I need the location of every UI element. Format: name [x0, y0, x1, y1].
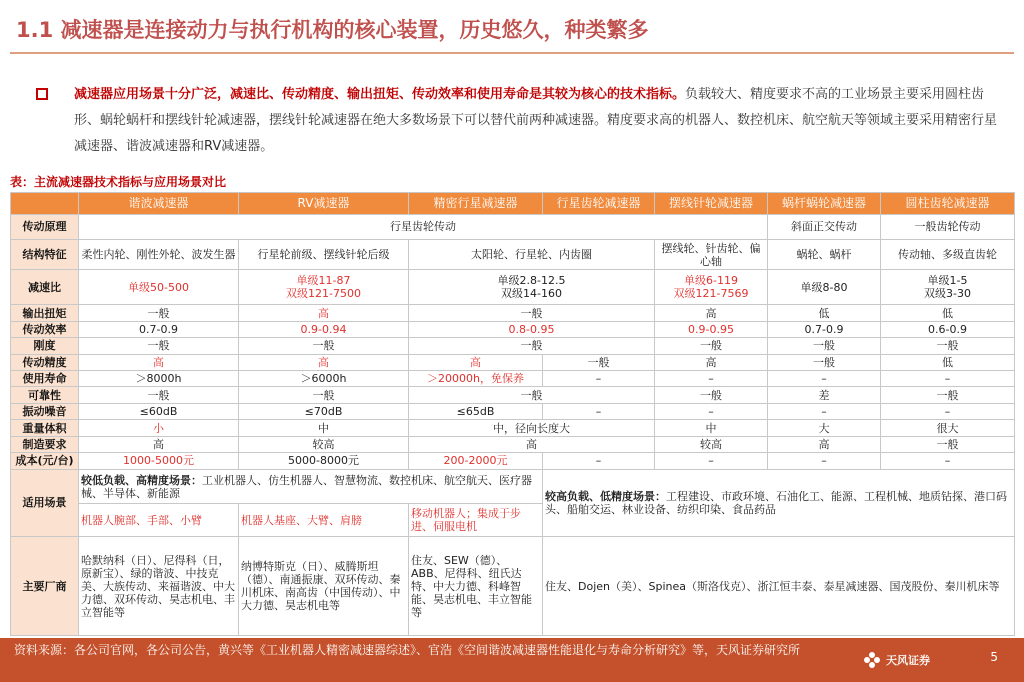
cell: 一般齿轮传动: [881, 215, 1015, 240]
cell: 0.9-0.95: [655, 321, 768, 337]
header-blank: [11, 193, 79, 215]
cell: 斜面正交传动: [768, 215, 881, 240]
cell: [543, 469, 1015, 537]
intro-body: 负载较大、精度要求不高的工业场景主要采用圆柱齿形、蜗轮蜗杆和摆线针轮减速器，摆线针轮减速器在绝大多数场景下可以替代前两种减速器。精度要求高的机器人、数控机床、航空航天等领域主要采用精密行星减速器、谐波减速器和RV减速器。: [74, 87, 998, 154]
cell: 单级8-80: [768, 270, 881, 305]
table-row: [11, 371, 1015, 387]
cell: 低: [768, 305, 881, 321]
row-label: 可靠性: [11, 387, 79, 403]
table-row: [11, 338, 1015, 354]
cell: –: [543, 453, 655, 469]
cell: 行星轮前级、摆线针轮后级: [239, 239, 409, 270]
cell: 住友、Dojen（美）、Spinea（斯洛伐克）、浙江恒丰泰、泰星减速器、国茂股份、秦川机床等: [543, 537, 1015, 636]
table-row: [11, 321, 1015, 337]
cell: 5000-8000元: [239, 453, 409, 469]
source-note: 资料来源：各公司官网，各公司公告，黄兴等《工业机器人精密减速器综述》、官浩《空间谐波减速器性能退化与寿命分析研究》等，天风证券研究所: [14, 643, 801, 657]
cell: 一般: [655, 387, 768, 403]
cell: [409, 270, 655, 305]
cell: 高: [79, 436, 239, 452]
cell: –: [543, 371, 655, 387]
table-header-row: [11, 193, 1015, 215]
cell: 一般: [881, 338, 1015, 354]
cell: 哈默纳科（日）、尼得科（日，原新宝）、绿的谐波、中技克美、大族传动、来福谐波、中大力德、双环传动、昊志机电、丰立智能等: [79, 537, 239, 636]
cell: 一般: [409, 387, 655, 403]
cell: 一般: [881, 387, 1015, 403]
cell: 低: [881, 354, 1015, 370]
page-number: 5: [990, 650, 998, 664]
cell: 200-2000元: [409, 453, 543, 469]
table-row: [11, 215, 1015, 240]
cell: –: [768, 453, 881, 469]
logo-flower-icon: [862, 650, 882, 670]
reducer-comparison-table: [10, 192, 1015, 636]
header-harmonic: 谐波减速器: [79, 193, 239, 215]
table-row: [11, 354, 1015, 370]
cell: 高: [409, 436, 655, 452]
cell: 移动机器人；集成于步进、伺服电机: [409, 504, 543, 537]
cell: 高: [768, 436, 881, 452]
header-worm: 蜗杆蜗轮减速器: [768, 193, 881, 215]
cell: 大: [768, 420, 881, 436]
cell: 0.6-0.9: [881, 321, 1015, 337]
cell-line: 双级3-30: [924, 287, 971, 301]
row-label: 振动噪音: [11, 403, 79, 419]
app-right-bold: 较高负载、低精度场景：: [545, 489, 666, 503]
table-row: [11, 420, 1015, 436]
row-label: 输出扭矩: [11, 305, 79, 321]
cell: 高: [239, 305, 409, 321]
cell: 高: [79, 354, 239, 370]
cell: ≤65dB: [409, 403, 543, 419]
cell: 一般: [768, 338, 881, 354]
cell: 一般: [768, 354, 881, 370]
cell: [881, 270, 1015, 305]
cell: 一般: [881, 436, 1015, 452]
cell: 行星齿轮传动: [79, 215, 768, 240]
cell: 小: [79, 420, 239, 436]
cell: 1000-5000元: [79, 453, 239, 469]
header-rv: RV减速器: [239, 193, 409, 215]
table-row: [11, 239, 1015, 270]
row-label: 结构特征: [11, 239, 79, 270]
cell: 柔性内轮、刚性外轮、波发生器: [79, 239, 239, 270]
cell: –: [768, 371, 881, 387]
cell: 一般: [409, 305, 655, 321]
table-row: [11, 403, 1015, 419]
bullet-square-icon: [36, 88, 48, 100]
cell: [79, 469, 543, 504]
cell: –: [543, 403, 655, 419]
row-label: 主要厂商: [11, 537, 79, 636]
cell: 一般: [79, 338, 239, 354]
footer-bar: [0, 638, 1024, 682]
header-precision-planetary: 精密行星减速器: [409, 193, 543, 215]
row-label: 成本(元/台): [11, 453, 79, 469]
cell: 较高: [239, 436, 409, 452]
logo-text: 天风证券: [886, 654, 930, 667]
cell: 机器人腕部、手部、小臂: [79, 504, 239, 537]
row-label: 减速比: [11, 270, 79, 305]
cell-line: 单级6-119: [684, 274, 738, 288]
cell: 蜗轮、蜗杆: [768, 239, 881, 270]
cell: –: [655, 453, 768, 469]
cell: 一般: [239, 387, 409, 403]
row-label: 刚度: [11, 338, 79, 354]
cell: –: [768, 403, 881, 419]
page-title: 1.1 减速器是连接动力与执行机构的核心装置，历史悠久，种类繁多: [16, 18, 649, 42]
cell: 纳博特斯克（日）、威腾斯坦（德）、南通振康、双环传动、秦川机床、南高齿（中国传动）、中大力德、昊志机电等: [239, 537, 409, 636]
cell: ≤60dB: [79, 403, 239, 419]
cell: 0.9-0.94: [239, 321, 409, 337]
cell-line: 双级121-7500: [286, 287, 361, 301]
intro-highlight: 减速器应用场景十分广泛，减速比、传动精度、输出扭矩、传动效率和使用寿命是其较为核心的技术指标。: [74, 87, 686, 102]
cell: ＞20000h，免保养: [409, 371, 543, 387]
intro-paragraph: [74, 82, 1004, 160]
cell: 差: [768, 387, 881, 403]
cell: 0.7-0.9: [768, 321, 881, 337]
header-cycloid: 摆线针轮减速器: [655, 193, 768, 215]
cell: 高: [655, 305, 768, 321]
cell: 很大: [881, 420, 1015, 436]
row-label: 重量体积: [11, 420, 79, 436]
cell: 一般: [239, 338, 409, 354]
cell: 高: [409, 354, 543, 370]
cell: 中，径向长度大: [409, 420, 655, 436]
table-row: [11, 387, 1015, 403]
table-row: [11, 305, 1015, 321]
cell: 低: [881, 305, 1015, 321]
cell: 中: [239, 420, 409, 436]
app-left-text: 工业机器人、仿生机器人、智慧物流、数控机床、航空航天、医疗器械、半导体、新能源: [81, 473, 532, 500]
table-row: [11, 436, 1015, 452]
cell: 中: [655, 420, 768, 436]
app-right-text: 工程建设、市政环境、石油化工、能源、工程机械、地质钻探、港口码头、船舶交运、林业设备、纺织印染、食品药品: [545, 489, 1007, 516]
cell: 较高: [655, 436, 768, 452]
cell: 机器人基座、大臂、肩膀: [239, 504, 409, 537]
cell: ≤70dB: [239, 403, 409, 419]
cell: 一般: [543, 354, 655, 370]
cell: 住友、SEW（德）、ABB、尼得科、纽氏达特、中大力德、科峰智能、昊志机电、丰立智能等: [409, 537, 543, 636]
cell: 0.8-0.95: [409, 321, 655, 337]
table-row: [11, 537, 1015, 636]
cell: –: [881, 403, 1015, 419]
cell: 传动轴、多级直齿轮: [881, 239, 1015, 270]
cell: 太阳轮、行星轮、内齿圈: [409, 239, 655, 270]
cell-line: 单级2.8-12.5: [497, 274, 566, 288]
table-row: [11, 270, 1015, 305]
cell: 一般: [79, 387, 239, 403]
cell-line: 单级11-87: [296, 274, 351, 288]
row-label: 使用寿命: [11, 371, 79, 387]
row-label: 传动效率: [11, 321, 79, 337]
table-row: [11, 453, 1015, 469]
cell-line: 双级121-7569: [673, 287, 749, 301]
cell: 一般: [655, 338, 768, 354]
cell: [239, 270, 409, 305]
cell: 一般: [79, 305, 239, 321]
app-left-bold: 较低负载、高精度场景：: [81, 473, 202, 487]
title-divider: [10, 52, 1014, 54]
cell: –: [881, 453, 1015, 469]
header-cylindrical: 圆柱齿轮减速器: [881, 193, 1015, 215]
row-label: 传动精度: [11, 354, 79, 370]
company-logo: [862, 648, 952, 672]
row-label: 适用场景: [11, 469, 79, 537]
cell: ＞8000h: [79, 371, 239, 387]
cell: 高: [655, 354, 768, 370]
cell: 一般: [409, 338, 655, 354]
cell: [655, 270, 768, 305]
row-label: 制造要求: [11, 436, 79, 452]
cell: –: [655, 403, 768, 419]
row-label: 传动原理: [11, 215, 79, 240]
cell: –: [881, 371, 1015, 387]
cell: 摆线轮、针齿轮、偏心轴: [655, 239, 768, 270]
header-planetary: 行星齿轮减速器: [543, 193, 655, 215]
cell: 高: [239, 354, 409, 370]
cell-line: 双级14-160: [501, 287, 562, 301]
table-caption: 表：主流减速器技术指标与应用场景对比: [10, 175, 227, 189]
cell: ＞6000h: [239, 371, 409, 387]
cell: –: [655, 371, 768, 387]
table-row: [11, 469, 1015, 504]
cell: 单级50-500: [79, 270, 239, 305]
cell: 0.7-0.9: [79, 321, 239, 337]
cell-line: 单级1-5: [927, 274, 968, 288]
